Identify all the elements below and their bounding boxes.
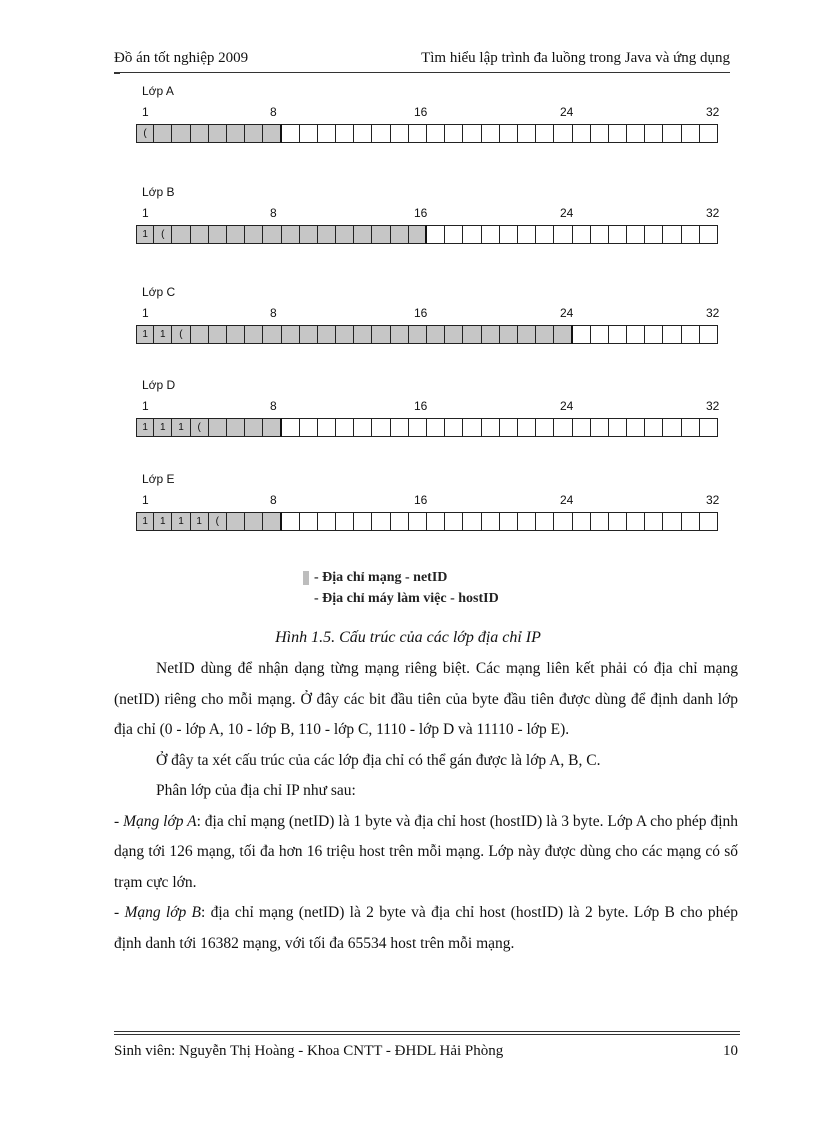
bit-tick-label: 16 <box>414 105 428 119</box>
footer-author: Sinh viên: Nguyễn Thị Hoàng - Khoa CNTT - ĐHDL Hải Phòng <box>114 1043 504 1059</box>
hostid-bit <box>463 512 481 531</box>
hostid-bit <box>573 325 591 344</box>
hostid-bit <box>554 124 572 143</box>
legend-host-label: - Địa chỉ máy làm việc - hostID <box>314 591 499 606</box>
netid-bit <box>318 225 336 244</box>
hostid-bit <box>554 512 572 531</box>
ip-class-row <box>136 185 726 255</box>
paragraph-class-b: - Mạng lớp B: địa chỉ mạng (netID) là 2 byte và địa chỉ host (hostID) là 2 byte. Lớp B cho phép định danh tới 16382 mạng, với tối đa 65534 host trên mỗi mạng. <box>114 904 738 952</box>
netid-bit <box>518 325 536 344</box>
bit-row <box>136 325 718 345</box>
netid-bit: 1 <box>154 418 172 437</box>
hostid-bit <box>445 512 463 531</box>
class-name: Lớp A <box>142 84 174 98</box>
hostid-bit <box>573 418 591 437</box>
netid-bit: 1 <box>172 418 190 437</box>
netid-bit <box>372 225 390 244</box>
hostid-bit <box>300 418 318 437</box>
netid-bit <box>372 325 390 344</box>
hostid-bit <box>463 418 481 437</box>
netid-bit <box>463 325 481 344</box>
hostid-bit <box>500 512 518 531</box>
hostid-bit <box>409 418 427 437</box>
bit-tick-label: 16 <box>414 206 428 220</box>
bit-tick-label: 1 <box>142 399 149 413</box>
header-left: Đồ án tốt nghiệp 2009 <box>114 50 249 66</box>
netid-bit <box>263 225 281 244</box>
netid-bit <box>445 325 463 344</box>
ip-class-row <box>136 472 726 542</box>
netid-bit: 1 <box>154 325 172 344</box>
netid-bit <box>245 418 263 437</box>
hostid-bit <box>536 418 554 437</box>
bit-tick-label: 8 <box>270 306 277 320</box>
hostid-bit <box>591 325 609 344</box>
bit-row <box>136 512 718 532</box>
hostid-bit <box>682 325 700 344</box>
body-text <box>114 654 738 959</box>
hostid-bit <box>536 225 554 244</box>
netid-bit <box>227 418 245 437</box>
netid-bit <box>336 325 354 344</box>
hostid-bit <box>391 512 409 531</box>
bit-tick-label: 32 <box>706 206 720 220</box>
hostid-bit <box>427 225 445 244</box>
hostid-bit <box>663 418 681 437</box>
bit-tick-label: 8 <box>270 105 277 119</box>
netid-bit: 1 <box>172 512 190 531</box>
hostid-bit <box>591 418 609 437</box>
netid-bit <box>245 325 263 344</box>
hostid-bit <box>318 512 336 531</box>
class-name: Lớp D <box>142 378 176 392</box>
bit-tick-label: 1 <box>142 306 149 320</box>
footer-rule-bottom <box>114 1034 740 1035</box>
hostid-bit <box>391 124 409 143</box>
hostid-bit <box>427 512 445 531</box>
term-class-b: Mạng lớp B <box>124 904 201 921</box>
netid-bit <box>300 325 318 344</box>
hostid-bit <box>700 325 718 344</box>
class-name: Lớp E <box>142 472 175 486</box>
hostid-bit <box>609 124 627 143</box>
netid-bit <box>227 325 245 344</box>
paragraph-classes-abc: Ở đây ta xét cấu trúc của các lớp địa chỉ có thể gán được là lớp A, B, C. <box>156 751 601 769</box>
hostid-bit <box>573 225 591 244</box>
header-mark <box>114 73 120 74</box>
bit-tick-label: 16 <box>414 493 428 507</box>
hostid-bit <box>627 512 645 531</box>
netid-bit <box>391 225 409 244</box>
hostid-bit <box>682 124 700 143</box>
hostid-bit <box>700 124 718 143</box>
bit-tick-label: 32 <box>706 105 720 119</box>
hostid-bit <box>463 225 481 244</box>
hostid-bit <box>482 225 500 244</box>
hostid-bit <box>700 512 718 531</box>
netid-bit <box>245 225 263 244</box>
hostid-bit <box>336 124 354 143</box>
netid-bit <box>245 124 263 143</box>
hostid-bit <box>645 512 663 531</box>
paragraph-netid: NetID dùng để nhận dạng từng mạng riêng biệt. Các mạng liên kết phải có địa chỉ mạng (netID) riêng cho mỗi mạng. Ở đây các bit đầu tiên của byte đầu tiên được dùng để định danh lớp địa chỉ (0 - lớp A, 10 - lớp B, 110 - lớp C, 1110 - lớp D và 11110 - lớp E). <box>114 660 738 738</box>
page-number: 10 <box>723 1043 738 1059</box>
netid-bit: ( <box>172 325 190 344</box>
page-footer <box>114 1043 738 1063</box>
hostid-bit <box>336 512 354 531</box>
figure-caption: Hình 1.5. Cấu trúc của các lớp địa chỉ IP <box>275 629 541 646</box>
netid-bit: 1 <box>136 325 154 344</box>
hostid-bit <box>573 124 591 143</box>
netid-bit: ( <box>154 225 172 244</box>
netid-bit <box>263 418 281 437</box>
hostid-bit <box>663 512 681 531</box>
bit-row <box>136 418 718 438</box>
hostid-bit <box>427 124 445 143</box>
netid-bit: 1 <box>136 418 154 437</box>
netid-bit <box>336 225 354 244</box>
hostid-bit <box>282 418 300 437</box>
netid-bit <box>554 325 572 344</box>
netid-bit <box>427 325 445 344</box>
hostid-bit <box>354 418 372 437</box>
footer-rule-top <box>114 1031 740 1032</box>
hostid-bit <box>372 512 390 531</box>
netid-bit <box>391 325 409 344</box>
figure-legend <box>303 567 499 609</box>
bit-tick-label: 32 <box>706 306 720 320</box>
hostid-bit <box>391 418 409 437</box>
ip-class-row <box>136 378 726 448</box>
hostid-bit <box>627 124 645 143</box>
class-name: Lớp C <box>142 285 176 299</box>
hostid-bit <box>682 418 700 437</box>
hostid-bit <box>609 325 627 344</box>
ip-class-row <box>136 285 726 355</box>
bit-tick-label: 1 <box>142 105 149 119</box>
hostid-bit <box>627 325 645 344</box>
hostid-bit <box>627 418 645 437</box>
hostid-bit <box>463 124 481 143</box>
hostid-bit <box>427 418 445 437</box>
hostid-bit <box>336 418 354 437</box>
hostid-bit <box>682 512 700 531</box>
term-class-a: Mạng lớp A <box>123 812 197 830</box>
header-right: Tìm hiểu lập trình đa luồng trong Java và ứng dụng <box>421 50 730 66</box>
netid-bit <box>209 325 227 344</box>
class-name: Lớp B <box>142 185 175 199</box>
hostid-bit <box>663 225 681 244</box>
page-header <box>114 50 730 70</box>
hostid-bit <box>627 225 645 244</box>
netid-bit <box>191 124 209 143</box>
hostid-bit <box>482 418 500 437</box>
hostid-bit <box>482 512 500 531</box>
netid-bit <box>300 225 318 244</box>
hostid-bit <box>354 124 372 143</box>
netid-bit <box>263 325 281 344</box>
netid-bit <box>318 325 336 344</box>
netid-bit <box>263 124 281 143</box>
hostid-bit <box>409 124 427 143</box>
netid-bit <box>500 325 518 344</box>
hostid-bit <box>318 418 336 437</box>
hostid-bit <box>700 418 718 437</box>
bit-row <box>136 225 718 245</box>
hostid-bit <box>645 418 663 437</box>
bit-tick-label: 8 <box>270 206 277 220</box>
netid-bit <box>282 325 300 344</box>
hostid-bit <box>645 124 663 143</box>
hostid-bit <box>573 512 591 531</box>
netid-bit <box>209 124 227 143</box>
netid-bit <box>482 325 500 344</box>
netid-bit <box>227 124 245 143</box>
hostid-bit <box>354 512 372 531</box>
ip-class-row <box>136 84 726 154</box>
hostid-bit <box>591 512 609 531</box>
netid-swatch <box>303 571 309 585</box>
hostid-bit <box>445 418 463 437</box>
bit-tick-label: 8 <box>270 493 277 507</box>
netid-bit <box>227 512 245 531</box>
netid-bit: ( <box>191 418 209 437</box>
bit-row <box>136 124 718 144</box>
hostid-bit <box>554 225 572 244</box>
hostid-bit <box>445 225 463 244</box>
hostid-bit <box>500 225 518 244</box>
netid-bit <box>245 512 263 531</box>
netid-bit: 1 <box>136 225 154 244</box>
netid-bit <box>282 225 300 244</box>
hostid-bit <box>372 124 390 143</box>
hostid-bit <box>700 225 718 244</box>
netid-bit <box>154 124 172 143</box>
bit-tick-label: 24 <box>560 206 574 220</box>
netid-bit: 1 <box>191 512 209 531</box>
hostid-bit <box>518 225 536 244</box>
hostid-bit <box>682 225 700 244</box>
hostid-bit <box>500 418 518 437</box>
hostid-bit <box>663 325 681 344</box>
bit-tick-label: 24 <box>560 105 574 119</box>
legend-host <box>303 588 499 609</box>
netid-bit <box>172 124 190 143</box>
netid-bit <box>409 325 427 344</box>
netid-bit <box>172 225 190 244</box>
hostid-bit <box>282 124 300 143</box>
netid-bit: 1 <box>136 512 154 531</box>
bit-tick-label: 32 <box>706 399 720 413</box>
hostid-bit <box>372 418 390 437</box>
hostid-bit <box>300 124 318 143</box>
netid-bit <box>354 225 372 244</box>
bit-tick-label: 1 <box>142 206 149 220</box>
netid-bit: 1 <box>154 512 172 531</box>
netid-bit <box>354 325 372 344</box>
hostid-bit <box>318 124 336 143</box>
hostid-bit <box>645 325 663 344</box>
bit-tick-label: 16 <box>414 399 428 413</box>
hostid-bit <box>536 124 554 143</box>
bit-tick-label: 16 <box>414 306 428 320</box>
hostid-bit <box>282 512 300 531</box>
hostid-bit <box>663 124 681 143</box>
hostid-bit <box>609 225 627 244</box>
bit-tick-label: 24 <box>560 306 574 320</box>
hostid-bit <box>500 124 518 143</box>
netid-bit <box>227 225 245 244</box>
netid-bit <box>536 325 554 344</box>
bit-tick-label: 32 <box>706 493 720 507</box>
hostid-bit <box>609 418 627 437</box>
bit-tick-label: 8 <box>270 399 277 413</box>
netid-bit <box>263 512 281 531</box>
paragraph-classification: Phân lớp của địa chỉ IP như sau: <box>156 782 356 799</box>
hostid-bit <box>482 124 500 143</box>
netid-bit <box>191 325 209 344</box>
netid-bit: ( <box>136 124 154 143</box>
netid-bit <box>191 225 209 244</box>
hostid-bit <box>554 418 572 437</box>
hostid-bit <box>518 418 536 437</box>
netid-bit <box>209 225 227 244</box>
hostid-bit <box>609 512 627 531</box>
netid-bit <box>409 225 427 244</box>
hostid-bit <box>591 225 609 244</box>
bit-tick-label: 24 <box>560 493 574 507</box>
hostid-bit <box>409 512 427 531</box>
hostid-bit <box>518 124 536 143</box>
netid-bit <box>209 418 227 437</box>
bit-tick-label: 24 <box>560 399 574 413</box>
legend-net-label: - Địa chỉ mạng - netID <box>314 570 448 585</box>
bit-tick-label: 1 <box>142 493 149 507</box>
header-rule <box>114 72 730 73</box>
hostid-bit <box>645 225 663 244</box>
hostid-bit <box>536 512 554 531</box>
hostid-bit <box>518 512 536 531</box>
paragraph-class-a: - Mạng lớp A: địa chỉ mạng (netID) là 1 byte và địa chỉ host (hostID) là 3 byte. Lớp A cho phép định dạng tới 126 mạng, tối đa hơn 16 triệu host trên mỗi mạng. Lớp này được dùng cho các mạng có số trạm cực lớn. <box>114 812 738 891</box>
netid-bit: ( <box>209 512 227 531</box>
hostid-bit <box>591 124 609 143</box>
legend-net <box>303 567 499 588</box>
hostid-bit <box>300 512 318 531</box>
hostid-bit <box>445 124 463 143</box>
